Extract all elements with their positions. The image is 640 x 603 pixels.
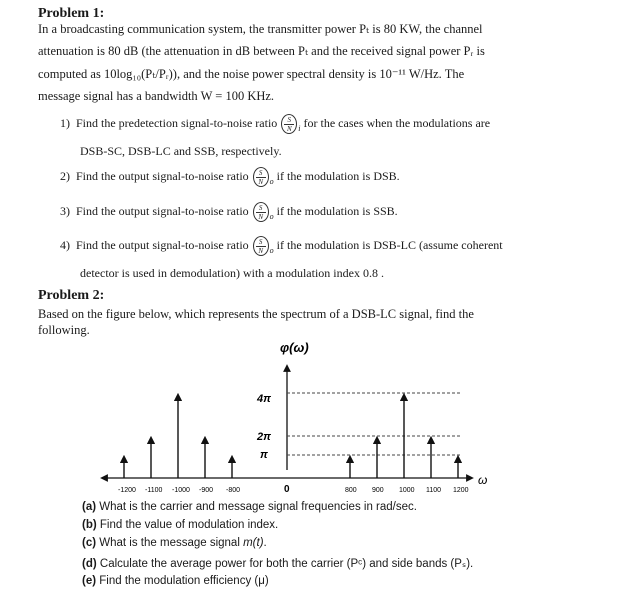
- tick-label: 1200: [453, 487, 469, 494]
- snr-fraction: $\frac{S}{N}$: [253, 202, 269, 222]
- problem1-line-1: In a broadcasting communication system, the transmitter power Pₜ is 80 KW, the channel: [38, 22, 483, 36]
- question-c: (c) What is the message signal m(t).: [82, 537, 267, 549]
- problem1-line-3: computed as 10log₁₀(Pₜ/Pᵣ)), and the noise power spectral density is 10⁻¹¹ W/Hz. The: [38, 67, 465, 81]
- level-label-4pi: 4π: [257, 393, 271, 405]
- question-text-tail: for the cases when the modulations are: [303, 115, 491, 130]
- x-axis-label: ω: [478, 473, 488, 487]
- question-1-continued: DSB-SC, DSB-LC and SSB, respectively.: [80, 144, 282, 158]
- question-number: 2): [60, 168, 70, 183]
- question-text: Find the output signal-to-noise ratio: [76, 168, 249, 183]
- tick-label: -900: [199, 487, 214, 494]
- tick-label: -1200: [118, 487, 136, 494]
- question-4-continued: detector is used in demodulation) with a modulation index 0.8 .: [80, 266, 384, 280]
- question-text: Find the output signal-to-noise ratio: [76, 203, 249, 218]
- question-text-tail: if the modulation is SSB.: [276, 203, 398, 218]
- problem1-title: Problem 1:: [38, 6, 105, 21]
- question-text-tail: if the modulation is DSB.: [276, 168, 400, 183]
- question-text: Find the output signal-to-noise ratio: [76, 237, 249, 252]
- question-number: 3): [60, 203, 70, 218]
- tick-label: -800: [226, 487, 241, 494]
- question-4: 4) Find the output signal-to-noise ratio $\frac{S}{N}_o$ if the modulation is DSB-LC (assume coherent: [60, 237, 503, 255]
- tick-label: 800: [345, 487, 357, 494]
- question-1: 1) Find the predetection signal-to-noise ratio $\frac{S}{N}_i$ for the cases when the modulations are: [60, 115, 491, 133]
- problem1-line-4: message signal has a bandwidth W = 100 KHz.: [38, 89, 275, 103]
- level-guides: [287, 393, 460, 455]
- tick-label: 900: [372, 487, 384, 494]
- negative-tick-labels: [118, 487, 240, 494]
- tick-label: -1000: [172, 487, 190, 494]
- snr-fraction: $\frac{S}{N}$: [253, 236, 269, 256]
- level-label-pi: π: [260, 449, 268, 461]
- question-number: 1): [60, 115, 70, 130]
- question-number: 4): [60, 237, 70, 252]
- tick-label: 1100: [426, 487, 442, 494]
- problem1-line-2: attenuation is 80 dB (the attenuation in dB between Pₜ and the received signal power Pᵣ is: [38, 44, 485, 58]
- level-label-2pi: 2π: [257, 431, 271, 443]
- question-3: 3) Find the output signal-to-noise ratio $\frac{S}{N}_o$ if the modulation is SSB.: [60, 203, 398, 221]
- impulses: [124, 397, 458, 478]
- question-d: (d) Calculate the average power for both the carrier (Pᶜ) and side bands (Pₛ).: [82, 558, 474, 570]
- positive-tick-labels: [345, 487, 469, 494]
- question-2: 2) Find the output signal-to-noise ratio $\frac{S}{N}_o$ if the modulation is DSB.: [60, 168, 400, 186]
- tick-label: -1100: [145, 487, 163, 494]
- question-text: Find the predetection signal-to-noise ratio: [76, 115, 278, 130]
- question-a: (a) What is the carrier and message signal frequencies in rad/sec.: [82, 501, 417, 513]
- question-b: (b) Find the value of modulation index.: [82, 519, 279, 531]
- question-text-tail: if the modulation is DSB-LC (assume coherent: [276, 237, 503, 252]
- origin-label: 0: [284, 484, 290, 495]
- problem2-line-1: Based on the figure below, which represents the spectrum of a DSB-LC signal, find the: [38, 307, 474, 321]
- question-e: (e) Find the modulation efficiency (μ): [82, 575, 269, 587]
- y-axis-label: φ(ω): [280, 340, 309, 355]
- snr-fraction: $\frac{S}{N}$: [281, 114, 297, 134]
- problem2-title: Problem 2:: [38, 288, 105, 303]
- snr-fraction: $\frac{S}{N}$: [253, 167, 269, 187]
- tick-label: 1000: [399, 487, 415, 494]
- problem2-line-2: following.: [38, 323, 90, 337]
